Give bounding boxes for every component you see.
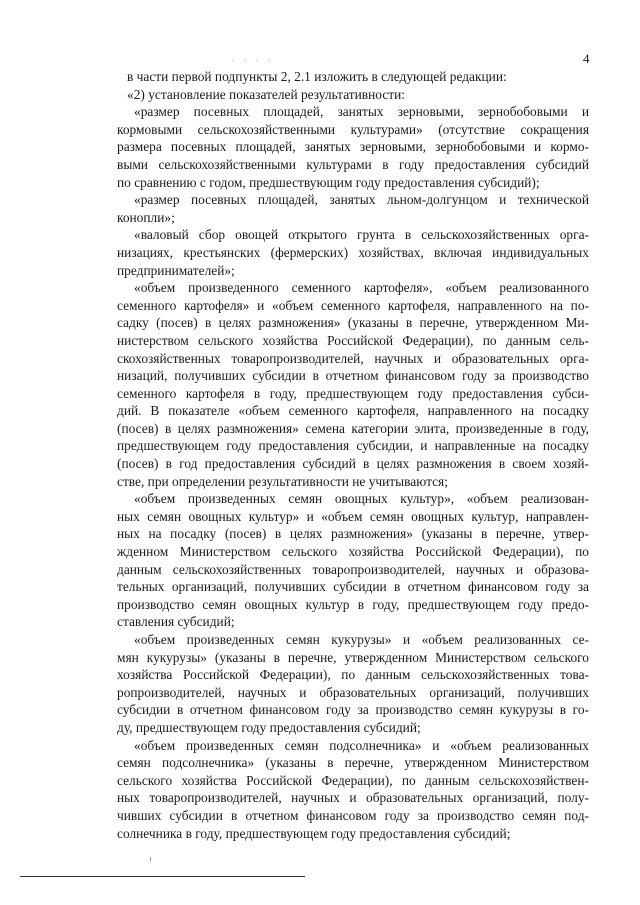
- text-line: кормовыми сельскохозяйственными культурами» (отсутствие сокращения: [117, 121, 589, 137]
- text-line: дий. В показателе «объем семенного картофеля, направленного на посадку: [117, 403, 589, 419]
- text-line: конопли»;: [117, 209, 175, 225]
- text-line: семенного картофеля в году, предшествующем году предоставления субси-: [117, 385, 589, 401]
- text-line: сельского хозяйства Российской Федерации), по данным сельскохозяйствен-: [117, 772, 589, 788]
- text-line: низаций, получивших субсидии в отчетном финансовом году за производство: [117, 368, 589, 384]
- text-line: «валовый сбор овощей открытого грунта в сельскохозяйственных орга-: [134, 227, 589, 243]
- text-line: производство семян овощных культур в году, предшествующем году предо-: [117, 596, 589, 612]
- page-number: 4: [583, 51, 590, 66]
- text-line: по сравнению с годом, предшествующим году предоставления субсидий);: [117, 174, 540, 190]
- text-line: нистерством сельского хозяйства Российской Федерации), по данным сель-: [117, 332, 589, 348]
- text-line: ропроизводителей, научных и образовательных организаций, получивших: [117, 684, 589, 700]
- text-line: «объем произведенных семян подсолнечника» и «объем реализованных: [134, 737, 589, 753]
- text-line: предшествующем году предоставления субсидии, и направленные на посадку: [117, 438, 589, 454]
- text-line: солнечника в году, предшествующем году предоставления субсидий;: [117, 825, 511, 841]
- text-line: субсидии в отчетном финансовом году за производство семян кукурузы в го-: [117, 702, 589, 718]
- text-line: хозяйства Российской Федерации), по данным сельскохозяйственных това-: [117, 667, 589, 683]
- text-line: предпринимателей»;: [117, 262, 235, 278]
- text-line: (посев) в год предоставления субсидий в целях размножения в своем хозяй-: [117, 456, 589, 472]
- text-line: данным сельскохозяйственных товаропроизводителей, научных и образова-: [117, 561, 589, 577]
- document-body: [117, 68, 589, 842]
- text-line: ных на посадку (посев) в целях размножения» (указаны в перечне, утвер-: [117, 526, 589, 542]
- text-line: (посев) в целях размножения» семена категории элита, произведенные в году,: [117, 420, 589, 436]
- text-line: «объем произведенного семенного картофеля», «объем реализованного: [134, 280, 589, 296]
- text-line: размера посевных площадей, занятых зерновыми, зернобобовыми и кормо-: [117, 139, 589, 155]
- text-line: «объем произведенных семян овощных культур», «объем реализован-: [134, 491, 589, 507]
- text-line: низациях, крестьянских (фермерских) хозяйствах, включая индивидуальных: [117, 244, 589, 260]
- text-line: скохозяйственных товаропроизводителей, научных и образовательных орга-: [117, 350, 589, 366]
- text-line: ставления субсидий;: [117, 614, 235, 630]
- text-line: семенного картофеля» и «объем семенного картофеля, направленного на по-: [117, 297, 589, 313]
- text-line: ных товаропроизводителей, научных и образовательных организаций, полу-: [117, 790, 589, 806]
- text-line: в части первой подпункты 2, 2.1 изложить в следующей редакции:: [127, 69, 507, 84]
- text-line: стве, при определении результативности не учитываются;: [117, 473, 448, 489]
- scan-marks: . . . .: [232, 54, 274, 63]
- scan-speck: [150, 857, 151, 861]
- text-line: тельных организаций, получивших субсидии в отчетном финансовом году за: [117, 579, 589, 595]
- text-line: «2) установление показателей результативности:: [127, 86, 406, 102]
- text-line: «размер посевных площадей, занятых льном-долгунцом и технической: [134, 192, 589, 208]
- text-line: семян подсолнечника» (указаны в перечне, утвержденном Министерством: [117, 755, 589, 771]
- text-line: жденном Министерством сельского хозяйства Российской Федерации), по: [117, 544, 589, 560]
- text-line: садку (посев) в целях размножения» (указаны в перечне, утвержденном Ми-: [117, 315, 589, 331]
- text-line: выми сельскохозяйственными культурами в году предоставления субсидий: [117, 156, 589, 172]
- text-line: ду, предшествующем году предоставления субсидий;: [117, 719, 421, 735]
- text-line: чивших субсидии в отчетном финансовом году за производство семян под-: [117, 807, 589, 823]
- text-line: «объем произведенных семян кукурузы» и «объем реализованных се-: [134, 632, 589, 647]
- footer-rule: [20, 876, 305, 877]
- text-line: «размер посевных площадей, занятых зерновыми, зернобобовыми и: [134, 104, 589, 120]
- text-line: мян кукурузы» (указаны в перечне, утвержденном Министерством сельского: [117, 649, 589, 665]
- text-line: ных семян овощных культур» и «объем семян овощных культур, направлен-: [117, 508, 589, 524]
